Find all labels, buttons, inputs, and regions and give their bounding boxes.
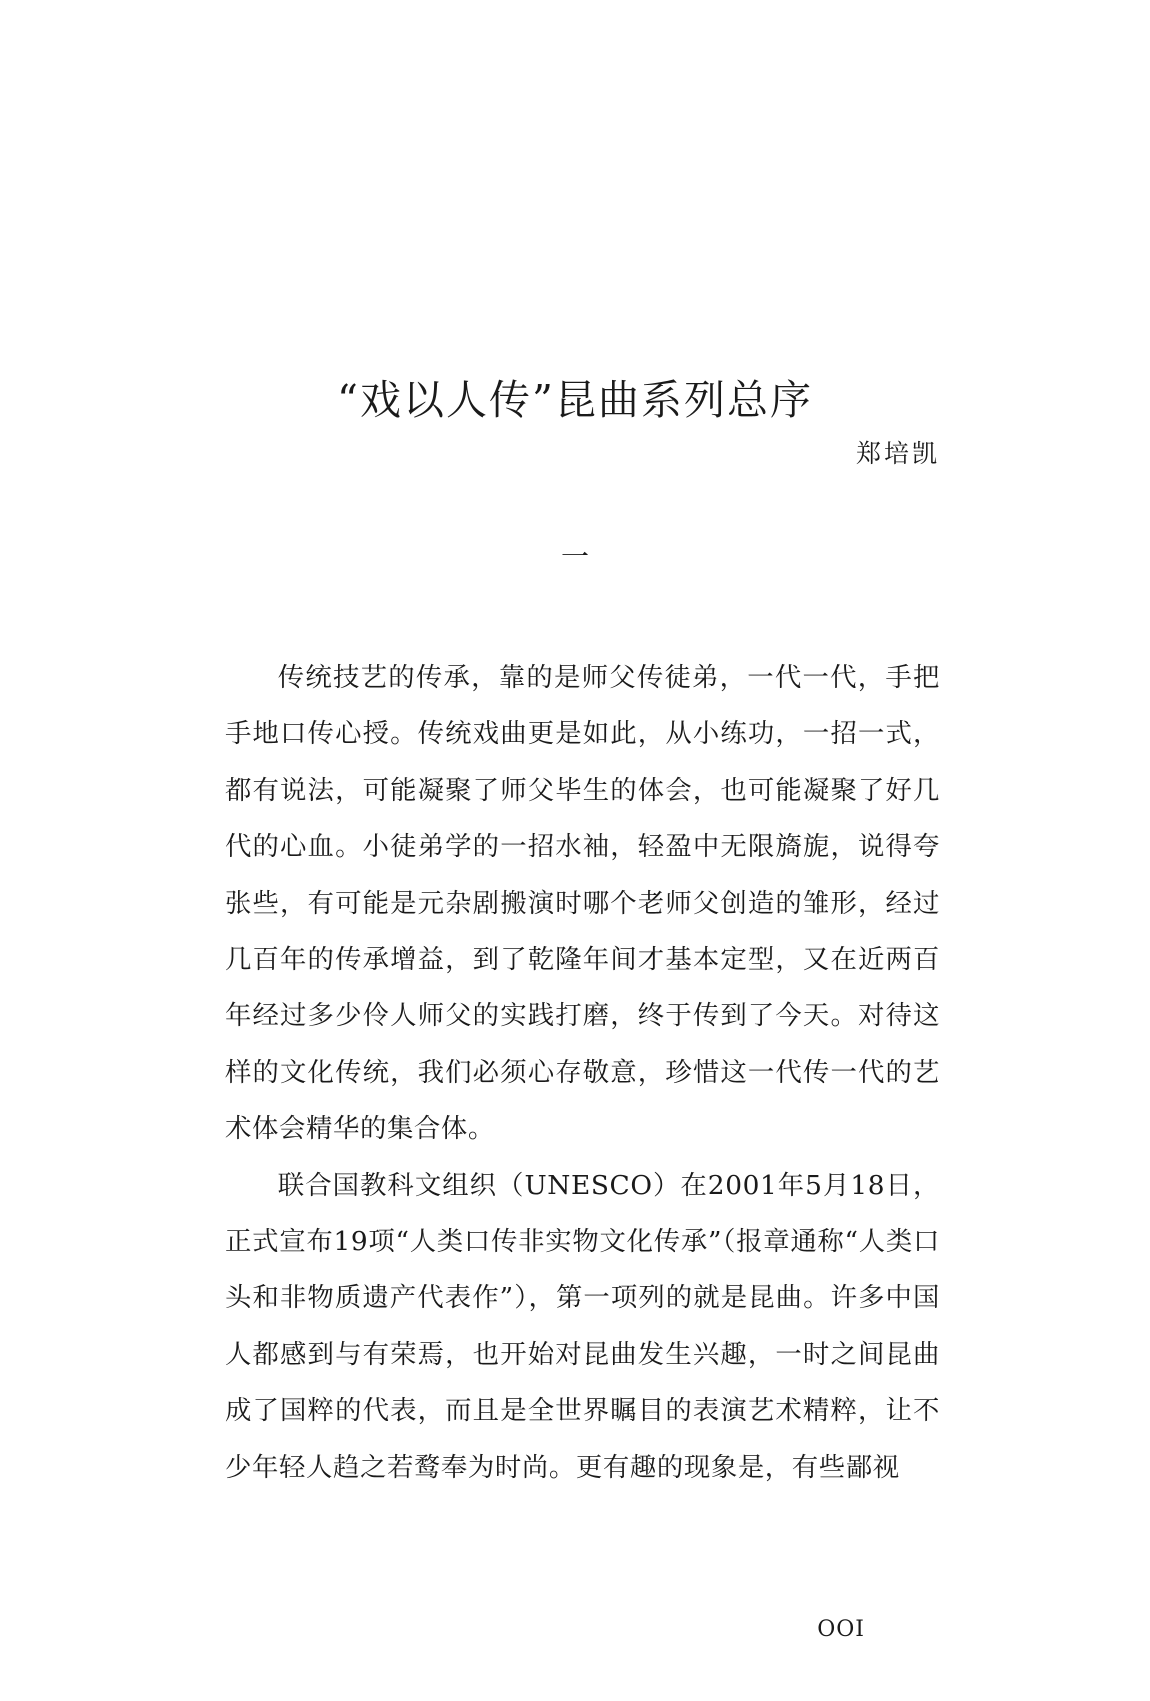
page-number: OOI xyxy=(817,1617,865,1642)
author-name: 郑培凯 xyxy=(855,439,940,468)
section-number: 一 xyxy=(560,540,589,573)
document-title: “戏以人传”昆曲系列总序 xyxy=(337,376,813,424)
body-text xyxy=(225,650,940,1496)
paragraph-1: 传统技艺的传承，靠的是师父传徒弟，一代一代，手把手地口传心授。传统戏曲更是如此，从小练功，一招一式，都有说法，可能凝聚了师父毕生的体会，也可能凝聚了好几代的心血。小徒弟学的一招水袖，轻盈中无限旖旎，说得夸张些，有可能是元杂剧搬演时哪个老师父创造的雏形，经过几百年的传承增益，到了乾隆年间才基本定型，又在近两百年经过多少伶人师父的实践打磨，终于传到了今天。对待这样的文化传统，我们必须心存敬意，珍惜这一代传一代的艺术体会精华的集合体。 xyxy=(225,662,940,1145)
paragraph-2: 联合国教科文组织（UNESCO）在2001年5月18日，正式宣布19项“人类口传非实物文化传承”（报章通称“人类口头和非物质遗产代表作”），第一项列的就是昆曲。许多中国人都感到与有荣焉，也开始对昆曲发生兴趣，一时之间昆曲成了国粹的代表，而且是全世界瞩目的表演艺术精粹，让不少年轻人趋之若鹜奉为时尚。更有趣的现象是，有些鄙视 xyxy=(225,1169,940,1483)
